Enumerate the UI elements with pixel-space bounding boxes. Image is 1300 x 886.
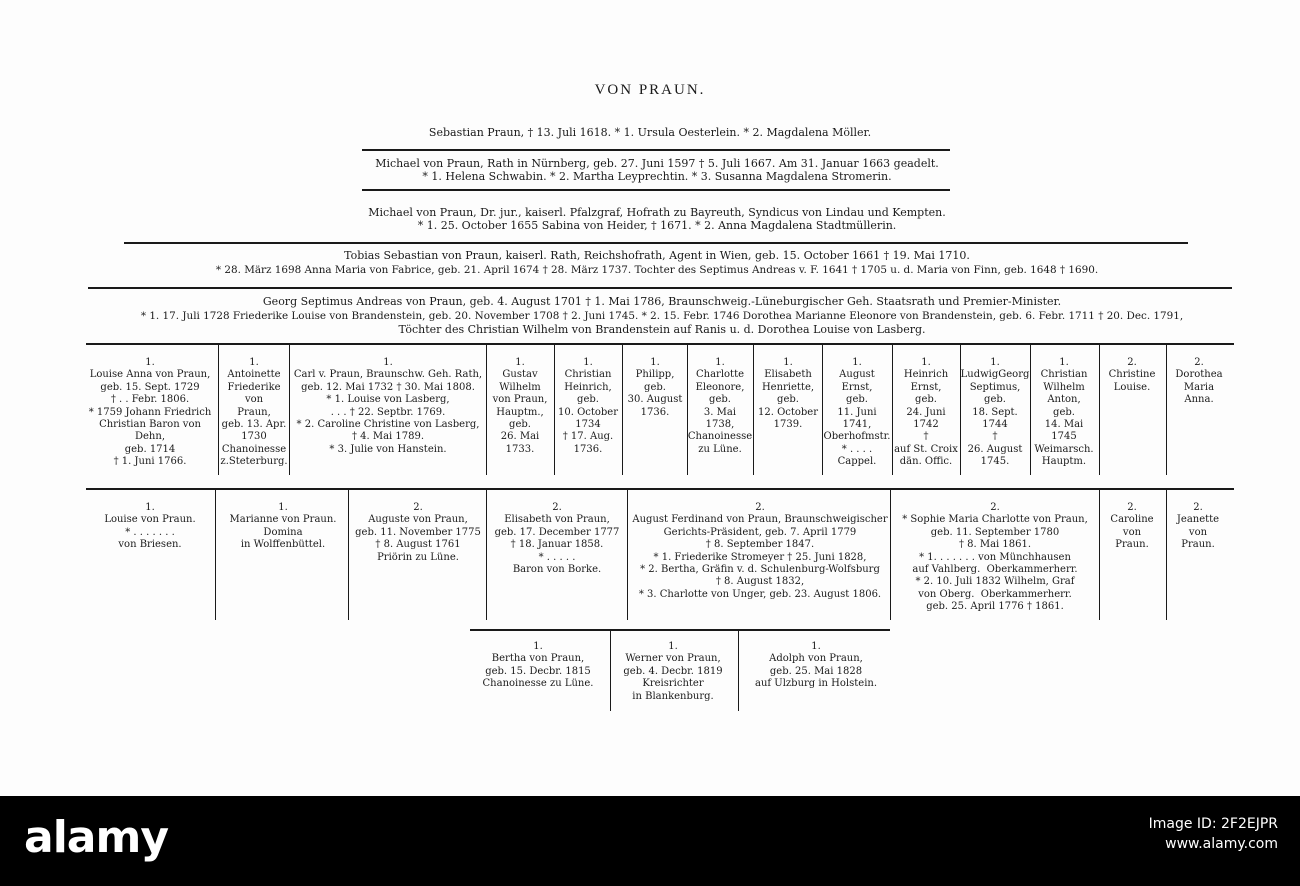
person-christian-wilhelm: 1. Christian Wilhelm Anton, geb. 14. Mai 1745 Weimarsch. Hauptm. [1034, 357, 1094, 468]
divider-3 [124, 242, 1188, 244]
page-title: VON PRAUN. [594, 82, 706, 98]
row-michael-2-wives: * 1. 25. October 1655 Sabina von Heider, † 1671. * 2. Anna Magdalena Stadtmüllerin. [417, 219, 897, 232]
person-christine-louise: 2. Christine Louise. [1108, 357, 1156, 393]
divider-6 [86, 488, 1234, 490]
person-dorothea: 2. Dorothea Maria Anna. [1175, 357, 1223, 406]
person-werner: 1. Werner von Praun, geb. 4. Decbr. 1819 Kreisrichter in Blankenburg. [623, 641, 723, 702]
col-sep [890, 490, 891, 620]
divider-2 [362, 189, 950, 191]
divider-4 [88, 287, 1232, 289]
person-jeanette: 2. Jeanette von Praun. [1176, 502, 1220, 551]
person-caroline: 2. Caroline von Praun. [1110, 502, 1154, 551]
person-carl: 1. Carl v. Praun, Braunschw. Geh. Rath, geb. 12. Mai 1732 † 30. Mai 1808. * 1. Louise von Lasberg, . . . † 22. Septbr. 1769. * 2. Caroline Christine von Lasberg, † 4. Mai 1789. * 3. Julie von Hanstein. [293, 357, 483, 455]
person-adolph: 1. Adolph von Praun, geb. 25. Mai 1828 auf Ulzburg in Holstein. [754, 641, 878, 690]
watermark-bar [0, 796, 1300, 886]
col-sep [622, 345, 623, 475]
row-michael-2: Michael von Praun, Dr. jur., kaiserl. Pfalzgraf, Hofrath zu Bayreuth, Syndicus von Lindau und Kempten. [368, 206, 946, 219]
person-auguste: 2. Auguste von Praun, geb. 11. November 1775 † 8. August 1761 Priörin zu Lüne. [355, 502, 481, 563]
site-url-text: www.alamy.com [1165, 836, 1278, 852]
col-sep [753, 345, 754, 475]
col-sep [627, 490, 628, 620]
divider-5 [86, 343, 1234, 345]
col-sep [486, 490, 487, 620]
person-ludwig-georg: 1. LudwigGeorg Septimus, geb. 18. Sept. 1744 † 26. August 1745. [960, 357, 1030, 468]
person-elisabeth: 2. Elisabeth von Praun, geb. 17. December 1777 † 18. Januar 1858. * . . . . . Baron von Borke. [494, 502, 620, 576]
col-sep [554, 345, 555, 475]
col-sep [1166, 345, 1167, 475]
person-charlotte: 1. Charlotte Eleonore, geb. 3. Mai 1738, Chanoinesse zu Lüne. [687, 357, 753, 455]
image-id-text: Image ID: 2F2EJPR [1148, 816, 1278, 832]
person-christian-heinrich: 1. Christian Heinrich, geb. 10. October 1734 † 17. Aug. 1736. [557, 357, 619, 455]
person-bertha: 1. Bertha von Praun, geb. 15. Decbr. 1815 Chanoinesse zu Lüne. [482, 641, 594, 690]
col-sep [218, 345, 219, 475]
person-heinrich-ernst: 1. Heinrich Ernst, geb. 24. Juni 1742 † auf St. Croix dän. Offic. [894, 357, 958, 468]
divider-7 [470, 629, 890, 631]
watermark-id [1149, 814, 1278, 854]
person-antoinette: 1. Antoinette Friederike von Praun, geb. 13. Apr. 1730 Chanoinesse z.Steterburg. [220, 357, 288, 468]
person-august-ferdinand: 2. August Ferdinand von Praun, Braunschweigischer Gerichts-Präsident, geb. 7. April 1779 † 8. September 1847. * 1. Friederike Stromeyer † 25. Juni 1828, * 2. Bertha, Gräfin v. d. Schulenburg-Wolfsburg † 8. August 1832, * 3. Charlotte von Unger, geb. 23. August 1806. [632, 502, 888, 600]
person-august-ernst: 1. August Ernst, geb. 11. Juni 1741, Oberhofmstr. * . . . . Cappel. [823, 357, 891, 468]
col-sep [1030, 345, 1031, 475]
row-georg: Georg Septimus Andreas von Praun, geb. 4. August 1701 † 1. Mai 1786, Braunschweig.-Lüneburgischer Geh. Staatsrath und Premier-Minister. [262, 295, 1062, 308]
row-tobias: Tobias Sebastian von Praun, kaiserl. Rath, Reichshofrath, Agent in Wien, geb. 15. October 1661 † 19. Mai 1710. [344, 249, 970, 262]
col-sep [610, 631, 611, 711]
person-sophie-maria: 2. * Sophie Maria Charlotte von Praun, geb. 11. September 1780 † 8. Mai 1861. * 1. . . . . . . von Münchhausen auf Vahlberg. Oberkammerherr. * 2. 10. Juli 1832 Wilhelm, Graf von Oberg. Oberkammerherr. geb. 25. April 1776 † 1861. [902, 502, 1088, 613]
row-sebastian: Sebastian Praun, † 13. Juli 1618. * 1. Ursula Oesterlein. * 2. Magdalena Möller. [428, 126, 872, 139]
row-michael-1-wives: * 1. Helena Schwabin. * 2. Martha Leyprechtin. * 3. Susanna Magdalena Stromerin. [422, 170, 892, 183]
person-gustav: 1. Gustav Wilhelm von Praun, Hauptm., geb. 26. Mai 1733. [492, 357, 548, 455]
person-elisabeth-henriette: 1. Elisabeth Henriette, geb. 12. October 1739. [757, 357, 819, 431]
row-georg-daughters: Töchter des Christian Wilhelm von Brandenstein auf Ranis u. d. Dorothea Louise von Lasberg. [398, 323, 926, 336]
col-sep [892, 345, 893, 475]
col-sep [215, 490, 216, 620]
row-michael-1: Michael von Praun, Rath in Nürnberg, geb. 27. Juni 1597 † 5. Juli 1667. Am 31. Januar 1663 geadelt. [375, 157, 939, 170]
col-sep [289, 345, 290, 475]
watermark-logo: alamy [24, 812, 168, 863]
person-marianne: 1. Marianne von Praun. Domina in Wolffenbüttel. [229, 502, 337, 551]
row-georg-wives: * 1. 17. Juli 1728 Friederike Louise von Brandenstein, geb. 20. November 1708 † 2. Juni 1745. * 2. 15. Febr. 1746 Dorothea Marianne Eleonore von Brandenstein, geb. 6. Febr. 1711 † 20. Dec. 1791, [140, 310, 1184, 322]
person-louise: 1. Louise von Praun. * . . . . . . . von Briesen. [104, 502, 196, 551]
col-sep [1166, 490, 1167, 620]
person-louise-anna: 1. Louise Anna von Praun, geb. 15. Sept. 1729 † . . Febr. 1806. * 1759 Johann Friedrich Christian Baron von Dehn, geb. 1714 † 1. Juni 1766. [88, 357, 212, 468]
person-philipp: 1. Philipp, geb. 30. August 1736. [627, 357, 683, 418]
row-tobias-wife: * 28. März 1698 Anna Maria von Fabrice, geb. 21. April 1674 † 28. März 1737. Tochter des Septimus Andreas v. F. 1641 † 1705 u. d. Maria von Finn, geb. 1648 † 1690. [215, 264, 1099, 276]
col-sep [1099, 345, 1100, 475]
col-sep [486, 345, 487, 475]
col-sep [738, 631, 739, 711]
col-sep [348, 490, 349, 620]
divider-1 [362, 149, 950, 151]
col-sep [1099, 490, 1100, 620]
